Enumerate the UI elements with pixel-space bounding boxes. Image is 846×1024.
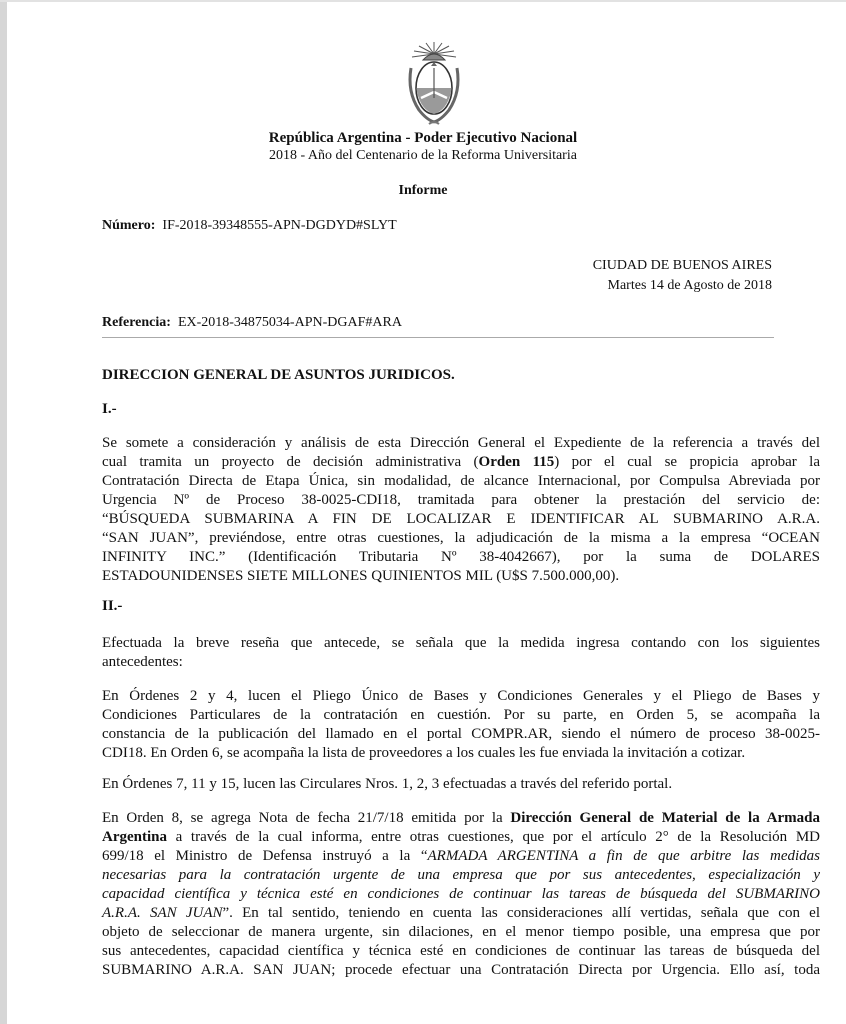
numero-line: [102, 218, 397, 234]
argentina-bold: Argentina: [102, 829, 167, 845]
document-type: Informe: [398, 183, 448, 198]
p1-line: [102, 453, 820, 472]
p1-line: “BÚSQUEDA SUBMARINA A FIN DE LOCALIZAR E IDENTIFICAR AL SUBMARINO A.R.A.: [102, 511, 820, 527]
p5-line: [102, 904, 820, 923]
p5-text: En Orden 8, se agrega Nota de fecha 21/7/18 emitida por la: [102, 810, 511, 826]
p1-line: Urgencia Nº de Proceso 38-0025-CDI18, tramitada para obtener la prestación del servicio de:: [102, 492, 820, 508]
p4-line: En Órdenes 7, 11 y 15, lucen las Circulares Nros. 1, 2, 3 efectuadas a través del referido portal.: [102, 776, 673, 792]
p1-line: ESTADOUNIDENSES SIETE MILLONES QUINIENTOS MIL (U$S 7.500.000,00).: [102, 568, 620, 584]
p5-line: [102, 885, 820, 904]
p5-text: a través de la cual informa, entre otras cuestiones, que por el artículo 2° de la Resolución MD: [167, 829, 820, 845]
referencia-value: EX-2018-34875034-APN-DGAF#ARA: [177, 315, 402, 330]
p1-line: Se somete a consideración y análisis de esta Dirección General el Expediente de la referencia a través del: [102, 435, 820, 451]
p5-italic: A.R.A. SAN JUAN: [102, 905, 223, 921]
numero-value: IF-2018-39348555-APN-DGDYD#SLYT: [162, 218, 397, 233]
p5-line: SUBMARINO A.R.A. SAN JUAN; procede efectuar una Contratación Directa por Urgencia. Ello así, toda: [102, 962, 820, 978]
p2-line: Efectuada la breve reseña que antecede, se señala que la medida ingresa contando con los siguientes: [102, 635, 820, 651]
paragraph-2: [102, 634, 820, 672]
coat-of-arms-seal: [397, 40, 471, 126]
city: CIUDAD DE BUENOS AIRES: [592, 258, 772, 273]
p3-line: En Órdenes 2 y 4, lucen el Pliego Único de Bases y Condiciones Generales y el Pliego de Bases y: [102, 688, 820, 704]
p5-line: [102, 828, 820, 847]
p5-line: [102, 866, 820, 885]
p5-line: objeto de seleccionar de manera urgente, sin dilaciones, en el menor tiempo posible, una empresa que por: [102, 924, 820, 940]
p5-italic: ARMADA ARGENTINA a fin de que arbitre las medidas: [427, 848, 820, 864]
p5-line: [102, 809, 820, 828]
p3-line: Condiciones Particulares de la contratación en cuestión. Por su parte, en Orden 5, se acompaña la: [102, 707, 820, 723]
numero-label: Número:: [102, 218, 156, 233]
p3-line: constancia de la publicación del llamado en el portal COMPR.AR, siendo el número de proceso 38-0025-: [102, 726, 820, 742]
referencia-label: Referencia:: [102, 315, 171, 330]
p5-line: [102, 847, 820, 866]
p5-text: 699/18 el Ministro de Defensa instruyó a la “: [102, 848, 428, 864]
paragraph-3: [102, 687, 820, 763]
p3-line: CDI18. En Orden 6, se acompaña la lista de proveedores a los cuales les fue enviada la invitación a cotizar.: [102, 745, 746, 761]
header-title: República Argentina - Poder Ejecutivo Nacional: [268, 130, 578, 146]
p1-line: Contratación Directa de Etapa Única, sin modalidad, de alcance Internacional, por Compulsa Abreviada por: [102, 473, 820, 489]
p5-italic: capacidad científica y técnica esté en condiciones de continuar las tareas de búsqueda del SUBMARINO: [102, 886, 820, 902]
p5-line: sus antecedentes, capacidad científica y técnica esté en condiciones de continuar las tareas de búsqueda del: [102, 943, 820, 959]
p5-italic: necesarias para la contratación urgente de una empresa que por sus antecedentes, especialización y: [102, 867, 820, 883]
referencia-line: [102, 315, 402, 331]
p1-line: INFINITY INC.” (Identificación Tributaria Nº 38-4042667), por la suma de DOLARES: [102, 549, 820, 565]
paragraph-5: [102, 809, 820, 980]
paragraph-1: [102, 434, 820, 586]
divider: [102, 337, 774, 338]
p1-text: ) por el cual se propicia aprobar la: [554, 454, 820, 470]
p1-line: “SAN JUAN”, previéndose, entre otras cuestiones, la adjudicación de la misma a la empresa “OCEAN: [102, 530, 820, 546]
date: Martes 14 de Agosto de 2018: [607, 278, 772, 293]
p2-line: antecedentes:: [102, 654, 183, 670]
body-heading: DIRECCION GENERAL DE ASUNTOS JURIDICOS.: [102, 367, 455, 383]
paragraph-4: [102, 775, 820, 794]
orden-115: Orden 115: [478, 454, 555, 470]
direccion-material-armada: Dirección General de Material de la Armada: [510, 810, 820, 826]
page-top-border: [0, 0, 846, 2]
p1-text: cual tramita un proyecto de decisión administrativa (: [102, 454, 479, 470]
section-i: I.-: [102, 401, 117, 417]
p5-text: ”. En tal sentido, teniendo en cuenta las consideraciones allí vertidas, señala que con el: [222, 905, 820, 921]
section-ii: II.-: [102, 598, 123, 614]
header-subtitle: 2018 - Año del Centenario de la Reforma Universitaria: [269, 148, 577, 163]
